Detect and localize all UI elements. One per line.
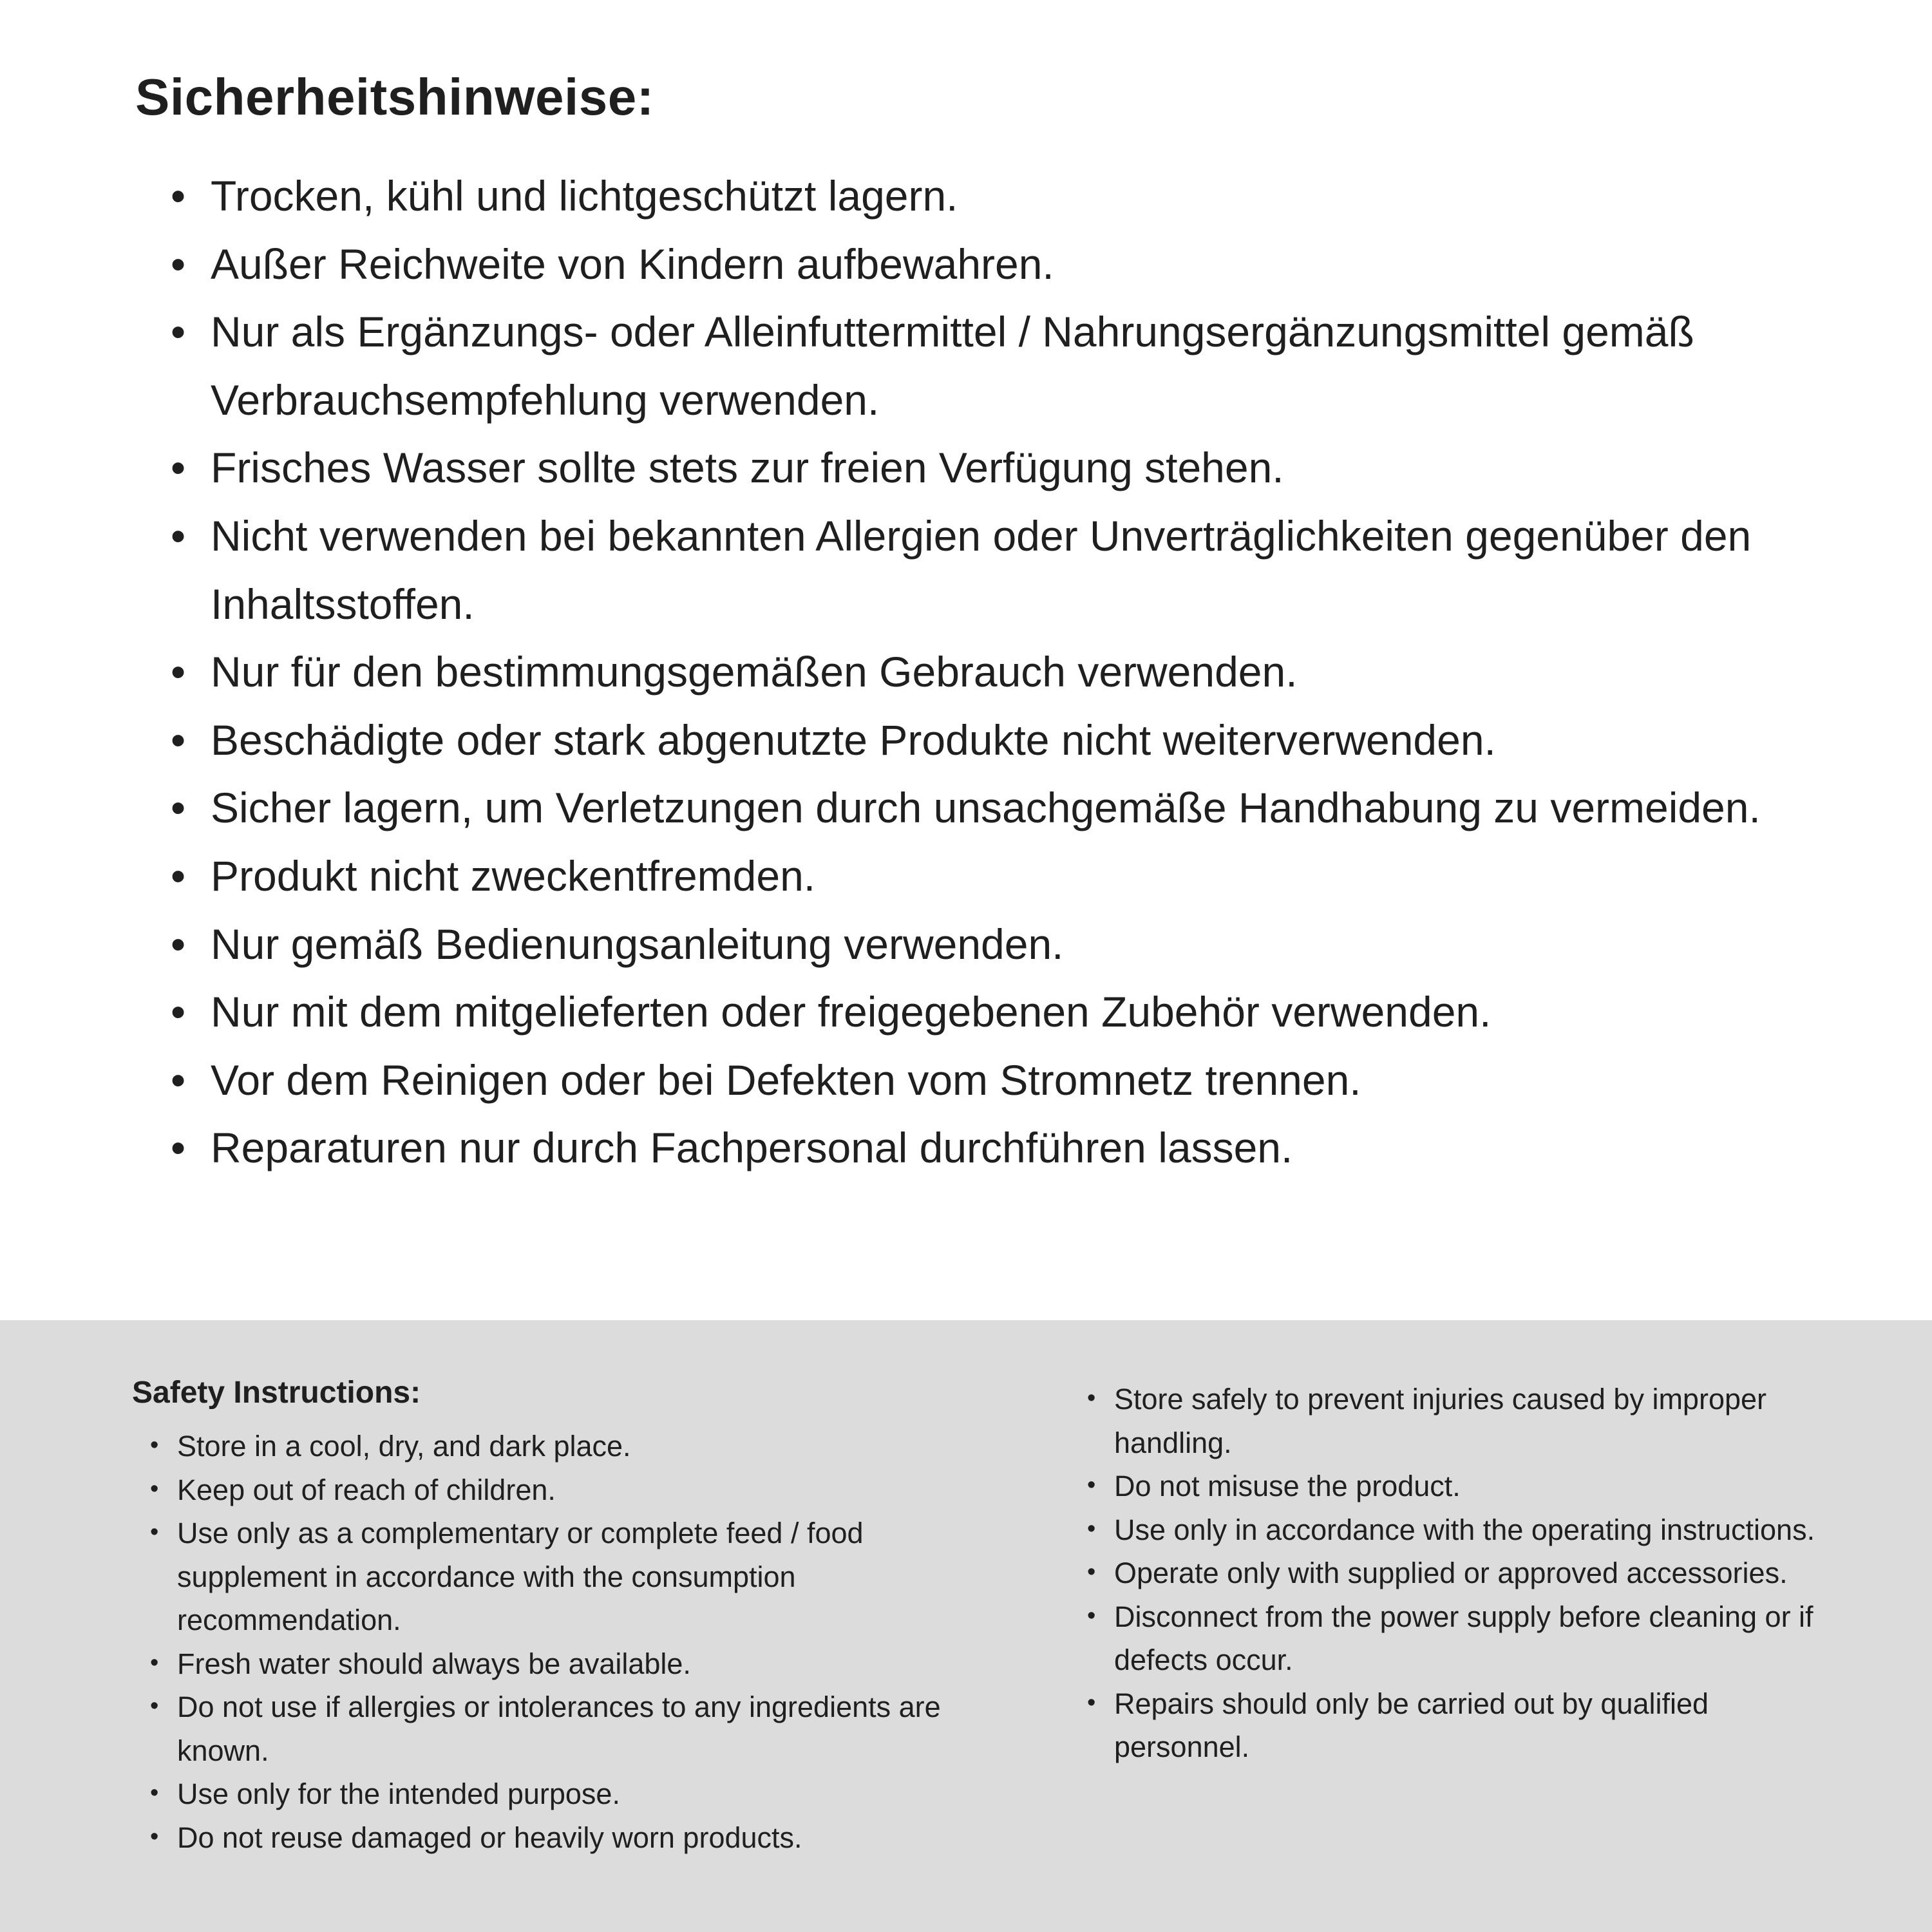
list-item: • Use only for the intended purpose. [150, 1772, 1021, 1816]
list-item: • Reparaturen nur durch Fachpersonal durchführen lassen. [171, 1114, 1816, 1182]
list-item: • Fresh water should always be available. [150, 1642, 1021, 1686]
english-section-title: Safety Instructions: [132, 1376, 421, 1410]
list-item: • Use only in accordance with the operating instructions. [1087, 1508, 1835, 1552]
list-item: • Frisches Wasser sollte stets zur freien Verfügung stehen. [171, 434, 1816, 502]
list-item: • Do not use if allergies or intolerances to any ingredients are known. [150, 1685, 1021, 1772]
list-item: • Do not misuse the product. [1087, 1464, 1835, 1508]
list-item: • Nur als Ergänzungs- oder Alleinfuttermittel / Nahrungsergänzungsmittel gemäß Verbrauchsempfehlung verwenden. [171, 298, 1816, 434]
list-item: • Keep out of reach of children. [150, 1468, 1021, 1512]
list-item: • Sicher lagern, um Verletzungen durch unsachgemäße Handhabung zu vermeiden. [171, 774, 1816, 842]
german-safety-list [135, 162, 1816, 1182]
list-item: • Vor dem Reinigen oder bei Defekten vom Stromnetz trennen. [171, 1046, 1816, 1115]
list-item: • Nur mit dem mitgelieferten oder freigegebenen Zubehör verwenden. [171, 978, 1816, 1046]
english-safety-list-left [132, 1425, 1021, 1859]
german-section-title: Sicherheitshinweise: [135, 68, 654, 126]
list-item: • Außer Reichweite von Kindern aufbewahren. [171, 231, 1816, 299]
english-safety-list-right [1069, 1378, 1835, 1769]
english-left-column [132, 1375, 1021, 1932]
list-item: • Disconnect from the power supply before cleaning or if defects occur. [1087, 1595, 1835, 1682]
english-right-column [1069, 1375, 1835, 1932]
english-safety-section [0, 1320, 1932, 1932]
list-item: • Beschädigte oder stark abgenutzte Produkte nicht weiterverwenden. [171, 706, 1816, 775]
list-item: • Store in a cool, dry, and dark place. [150, 1425, 1021, 1468]
list-item: • Produkt nicht zweckentfremden. [171, 842, 1816, 911]
list-item: • Use only as a complementary or complete feed / food supplement in accordance with the consumption recommendation. [150, 1511, 1021, 1642]
list-item: • Operate only with supplied or approved accessories. [1087, 1551, 1835, 1595]
list-item: • Nur gemäß Bedienungsanleitung verwenden. [171, 911, 1816, 979]
list-item: • Nur für den bestimmungsgemäßen Gebrauch verwenden. [171, 638, 1816, 706]
list-item: • Repairs should only be carried out by qualified personnel. [1087, 1682, 1835, 1769]
list-item: • Store safely to prevent injuries caused by improper handling. [1087, 1378, 1835, 1464]
list-item: • Trocken, kühl und lichtgeschützt lagern. [171, 162, 1816, 231]
list-item: • Nicht verwenden bei bekannten Allergien oder Unverträglichkeiten gegenüber den Inhaltsstoffen. [171, 502, 1816, 638]
list-item: • Do not reuse damaged or heavily worn products. [150, 1816, 1021, 1860]
